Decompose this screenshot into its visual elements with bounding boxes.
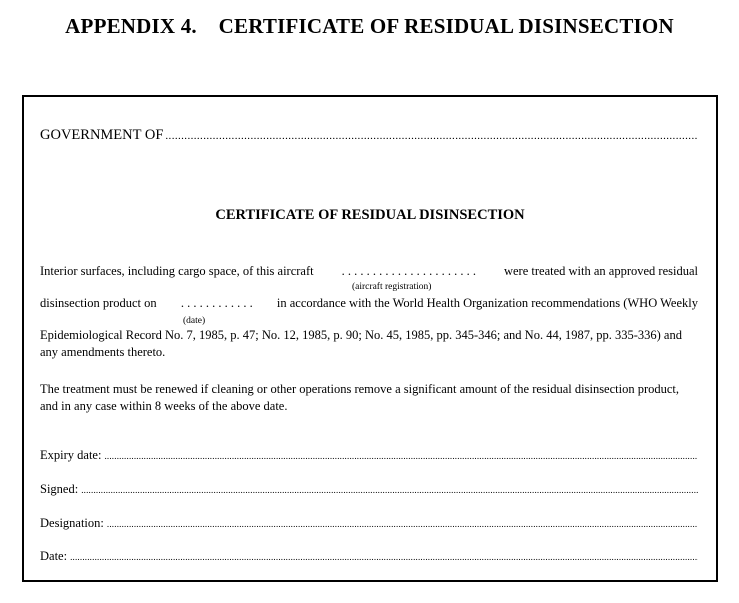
aircraft-registration-hint: (aircraft registration) [352, 282, 432, 292]
certificate-box [22, 95, 718, 582]
government-fill-line [165, 130, 698, 142]
line3-text: Epidemiological Record No. 7, 1985, p. 47; No. 12, 1985, p. 90; No. 45, 1985, pp. 345-346; and No. 44, 1987, pp. 335-336) and [40, 328, 682, 342]
signed-fill-line [81, 485, 698, 495]
appendix-heading: APPENDIX 4. CERTIFICATE OF RESIDUAL DISINSECTION [65, 14, 674, 38]
expiry-date-label: Expiry date: [40, 448, 102, 462]
paragraph-line-1 [40, 263, 698, 280]
line1-start: Interior surfaces, including cargo space, of this aircraft [40, 264, 314, 278]
treatment-paragraph [40, 263, 698, 361]
date-hint: (date) [183, 316, 206, 326]
line4-text: any amendments thereto. [40, 345, 166, 359]
date-field [40, 549, 698, 565]
aircraft-registration-blank: . . . . . . . . . . . . . . . . . . . . . . [341, 264, 476, 278]
renewal-line-1-text: The treatment must be renewed if cleaning or other operations remove a significant amount of the residual disinsection product, [40, 382, 680, 396]
date-blank: . . . . . . . . . . . . [180, 296, 253, 310]
expiry-date-field [40, 448, 698, 464]
designation-fill-line [107, 519, 698, 529]
certificate-title: CERTIFICATE OF RESIDUAL DISINSECTION [215, 207, 525, 223]
signed-field [40, 482, 698, 498]
line1-end: were treated with an approved residual [503, 264, 698, 278]
designation-field [40, 516, 698, 532]
line2-end: in accordance with the World Health Organization recommendations (WHO Weekly [276, 296, 698, 310]
designation-label: Designation: [40, 516, 104, 530]
paragraph-line-3 [40, 327, 698, 344]
signed-label: Signed: [40, 482, 79, 496]
government-label: GOVERNMENT OF [40, 127, 164, 143]
renewal-line-1 [40, 381, 698, 398]
paragraph-line-4 [40, 344, 698, 361]
government-line [40, 127, 698, 144]
paragraph-line-2 [40, 295, 698, 312]
renewal-line-2-text: and in any case within 8 weeks of the above date. [40, 399, 288, 413]
date-fill-line [70, 552, 698, 562]
expiry-date-fill-line [104, 451, 698, 461]
line2-start: disinsection product on [40, 296, 157, 310]
renewal-line-2 [40, 398, 698, 415]
date-label: Date: [40, 549, 68, 563]
renewal-paragraph [40, 381, 698, 415]
